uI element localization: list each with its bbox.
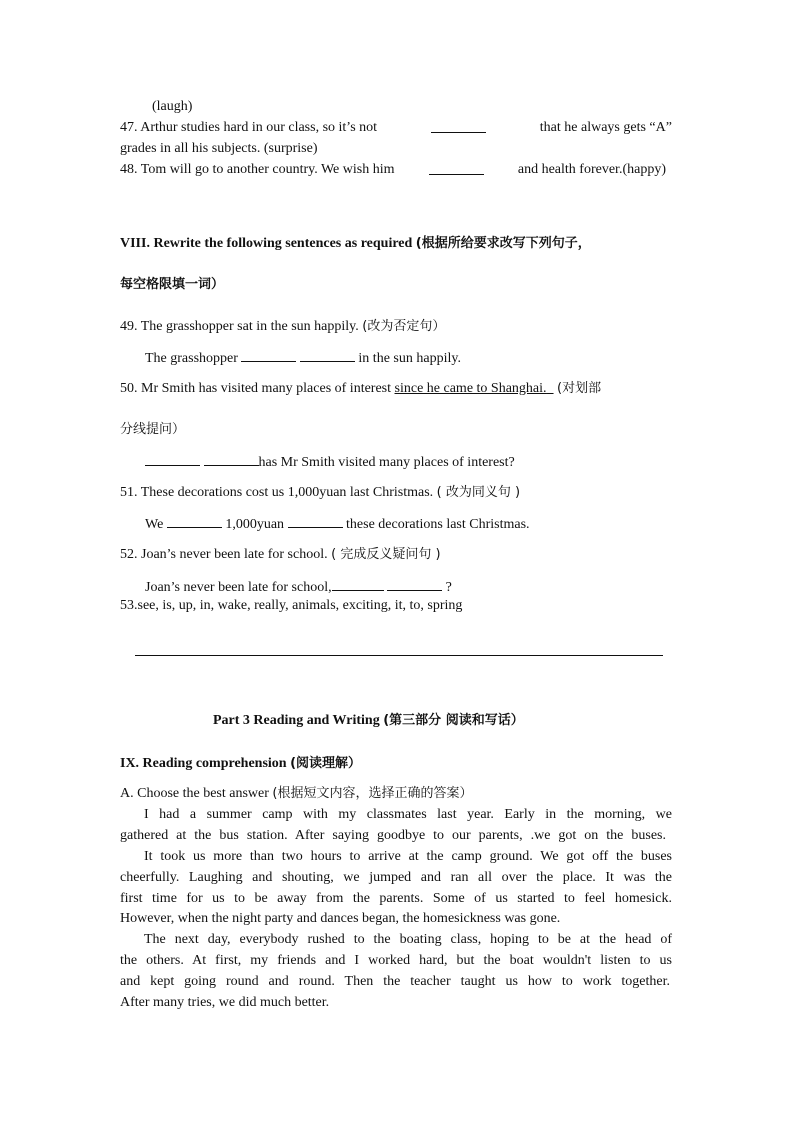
- section8-heading: [120, 235, 591, 253]
- q49-answer-b: in the sun happily.: [358, 351, 461, 366]
- q52-text: 52. Joan’s never been late for school.: [120, 547, 328, 562]
- q52-blank-2[interactable]: [387, 577, 442, 591]
- q50-answer: [145, 452, 515, 472]
- q46-tail: (laugh): [152, 99, 193, 114]
- passage-line: The next day, everybody rushed to the boating class, hoping to be at the head of: [144, 932, 672, 947]
- q50-instruction-1: (对划部: [557, 381, 602, 396]
- q49-question: [120, 318, 445, 336]
- q50-blank-1[interactable]: [145, 452, 200, 466]
- q52-answer-b: ?: [445, 580, 452, 595]
- passage-line: However, when the night party and dances began, the homesickness was gone.: [120, 911, 561, 926]
- sectionA-cn: (根据短文内容，选择正确的答案）: [272, 786, 473, 801]
- q51-answer: [145, 514, 530, 534]
- q47-line2: grades in all his subjects. (surprise): [120, 141, 318, 156]
- q52-instruction: ( 完成反义疑问句 ): [331, 547, 441, 562]
- q52-answer: [145, 577, 452, 597]
- q53-answer-line[interactable]: [135, 655, 663, 656]
- passage-line: It took us more than two hours to arrive at the camp ground. We got off the buses: [144, 849, 672, 864]
- q50-text: 50. Mr Smith has visited many places of interest: [120, 381, 392, 396]
- q50-underlined: since he came to Shanghai.: [394, 381, 547, 396]
- q47-blank[interactable]: [431, 119, 486, 133]
- passage-line: cheerfully. Laughing and shouting, we jumped and ran all over the place. It was the: [120, 870, 672, 885]
- q49-blank-1[interactable]: [241, 348, 296, 362]
- q47-text-b: that he always gets “A”: [539, 120, 672, 135]
- section9-title: IX. Reading comprehension: [120, 756, 287, 771]
- passage-line: first time for us to be away from the parents. Some of us started to feel homesick.: [120, 891, 672, 906]
- q50-question: [120, 380, 601, 398]
- q52-question: [120, 546, 441, 564]
- q47-text-a: 47. Arthur studies hard in our class, so it’s not: [120, 120, 378, 135]
- sectionA-heading: [120, 785, 473, 803]
- section9-cn: (阅读理解）: [290, 756, 362, 771]
- passage-line: the others. At first, my friends and I worked hard, but the boat wouldn't listen to us: [120, 953, 672, 968]
- section8-title: VIII. Rewrite the following sentences as required: [120, 236, 413, 251]
- q50-instruction-2: 分线提问）: [120, 422, 186, 437]
- q51-answer-b: 1,000yuan: [225, 517, 285, 532]
- q48-line: [120, 161, 666, 179]
- q48-text-a: 48. Tom will go to another country. We wish him: [120, 162, 395, 177]
- part3-heading: [213, 712, 524, 730]
- section9-heading: [120, 755, 361, 773]
- q51-answer-a: We: [145, 517, 164, 532]
- q48-blank[interactable]: [429, 161, 484, 175]
- q53-words: 53.see, is, up, in, wake, really, animals, exciting, it, to, spring: [120, 598, 463, 613]
- passage-line: I had a summer camp with my classmates last year. Early in the morning, we: [144, 807, 672, 822]
- q51-answer-c: these decorations last Christmas.: [346, 517, 530, 532]
- passage-line: After many tries, we did much better.: [120, 995, 330, 1010]
- q51-question: [120, 484, 520, 502]
- q49-answer: [145, 348, 461, 368]
- q51-blank-2[interactable]: [288, 514, 343, 528]
- q49-answer-a: The grasshopper: [145, 351, 238, 366]
- passage-line: gathered at the bus station. After saying goodbye to our parents, .we got on the buses.: [120, 828, 666, 843]
- q51-instruction: ( 改为同义句 ): [436, 485, 521, 500]
- q47-line1: [120, 119, 672, 137]
- q50-answer-text: has Mr Smith visited many places of interest?: [258, 455, 515, 470]
- sectionA-title: A. Choose the best answer: [120, 786, 269, 801]
- section8-cn1: (根据所给要求改写下列句子，: [415, 236, 591, 251]
- passage-line: and kept going round and round. Then the teacher taught us how to work together.: [120, 974, 670, 989]
- q49-text: 49. The grasshopper sat in the sun happily.: [120, 319, 359, 334]
- q52-blank-1[interactable]: [332, 577, 384, 591]
- q51-text: 51. These decorations cost us 1,000yuan last Christmas.: [120, 485, 434, 500]
- q51-blank-1[interactable]: [167, 514, 222, 528]
- q50-underline-tail: [547, 381, 554, 396]
- q48-text-b: and health forever.(happy): [517, 162, 666, 177]
- section8-cn2: 每空格限填一词）: [120, 277, 225, 292]
- part3-title: Part 3 Reading and Writing: [213, 713, 380, 728]
- q52-answer-a: Joan’s never been late for school,: [145, 580, 332, 595]
- q50-blank-2[interactable]: [204, 452, 259, 466]
- part3-cn: (第三部分 阅读和写话）: [383, 713, 524, 728]
- q49-instruction: (改为否定句）: [362, 319, 446, 334]
- q49-blank-2[interactable]: [300, 348, 355, 362]
